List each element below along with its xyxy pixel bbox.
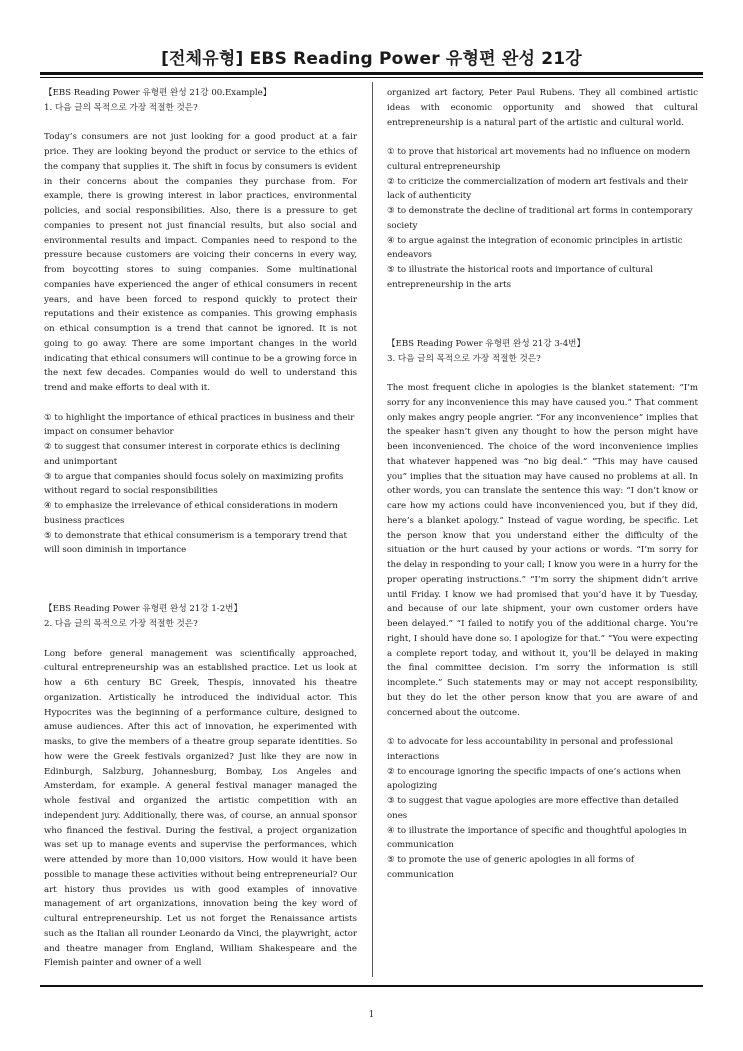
answer-choice[interactable]: ⑤ to illustrate the historical roots and importance of cultural entrepreneurship in the arts bbox=[387, 265, 653, 290]
question-source: 【EBS Reading Power 유형편 완성 21강 00.Example】 bbox=[44, 88, 272, 98]
answer-choice[interactable]: ① to advocate for less accountability in personal and professional interactions bbox=[387, 737, 674, 762]
question-passage: Long before general management was scientifically approached, cultural entrepreneurship was an established practice. Let us look at how a 6th century BC Greek, Thespis, innovated his theatre organization. Artistically he introduced the individual actor. This Hypocrites was the beginning of a performance culture, designed to amuse audiences. After this act of innovation, he experimented with masks, to give the members of a theatre group separate identities. So how were the Greek festivals organized? Just like they are now in Edinburgh, Salzburg, Johannesburg, Bombay, Los Angeles and Amsterdam, for example. A general festival manager managed the whole festival and organized the artistic competition with an independent jury. Additionally, there was, of course, an annual sponsor who financed the festival. During the festival, a project organization was set up to manage events and supervise the performances, which were attended by more than 10,000 visitors. How would it have been possible to manage these activities without being entrepreneurial? Our art history thus provides us with good examples of innovative management of art organizations, innovation being the key word of cultural entrepreneurship. Let us not forget the Renaissance artists such as the Italian all rounder Leonardo da Vinci, the playwright, actor and theatre manager from England, William Shakespeare and the Flemish painter and owner of a well bbox=[44, 648, 357, 969]
right-column bbox=[387, 86, 698, 883]
header-rule bbox=[40, 72, 703, 75]
footer-rule bbox=[40, 985, 703, 987]
column-divider bbox=[372, 82, 373, 977]
question-prompt: 1. 다음 글의 목적으로 가장 적절한 것은? bbox=[44, 102, 198, 113]
answer-choices bbox=[387, 735, 698, 883]
answer-choice[interactable]: ④ to argue against the integration of economic principles in artistic endeavors bbox=[387, 235, 683, 261]
answer-choice[interactable]: ⑤ to promote the use of generic apologies in all forms of communication bbox=[387, 855, 635, 880]
answer-choices bbox=[387, 145, 698, 293]
page-title: [전체유형] EBS Reading Power 유형편 완성 21강 bbox=[161, 49, 582, 69]
answer-choice[interactable]: ② to encourage ignoring the specific impacts of one’s actions when apologizing bbox=[387, 766, 681, 792]
question-prompt: 2. 다음 글의 목적으로 가장 적절한 것은? bbox=[44, 619, 198, 629]
question-2 bbox=[44, 602, 357, 971]
answer-choice[interactable]: ③ to argue that companies should focus solely on maximizing profits without regard to social responsibilities bbox=[44, 471, 344, 497]
left-column bbox=[44, 86, 357, 971]
question-passage: The most frequent cliche in apologies is the blanket statement: “I’m sorry for any inconvenience this may have caused you.” That comment only makes angry people angrier. “For any inconvenience” implies that the speaker hasn’t given any thought to how the person might have been inconvenienced. The choice of the word inconvenience implies that whatever happened was “no big deal.” “This may have caused you” implies that the situation may have caused no problems at all. In other words, you can translate the sentence this way: “I don’t know or care how my actions could have inconvenienced you, but if they did, here’s a blanket apology.” Instead of vague wording, be specific. Let the person know that you understand either the difficulty of the situation or the hurt caused by your actions or words. “I’m sorry for the delay in responding to your call; I know you were in a hurry for the proper operating instructions.” “I’m sorry the shipment didn’t arrive until Friday. I know we had promised that you’d have it by Tuesday, and because of our late shipment, your own customer orders have been delayed.” “I failed to notify you of the additional charge. You’re right, I should have done so. I apologize for that.” “You were expecting a complete report today, and without it, you’ll be delayed in making the final committee decision. I’m sorry the information is still incomplete.” Such statements may or may not accept responsibility, but they do let the other person know that you are aware of and concerned about the outcome. bbox=[387, 383, 698, 718]
header-rule-thin bbox=[40, 77, 703, 78]
answer-choice[interactable]: ② to criticize the commercialization of modern art festivals and their lack of authenticity bbox=[387, 176, 688, 202]
question-passage: Today’s consumers are not just looking for a good product at a fair price. They are looking beyond the product or service to the ethics of the company that supplies it. The shift in focus by consumers is evident in their concerns about the companies they purchase from. For example, there is growing interest in labor practices, environmental policies, and social responsibilities. Also, there is a pressure to get companies to present not just financial results, but also social and environmental results and impact. Companies need to respond to the pressure because customers are voicing their concerns in every way, from boycotting stores to suing companies. Some multinational companies have experienced the anger of ethical consumers in recent years, and have been forced to respond quickly to protect their reputations and their existence as companies. This growing emphasis on ethical consumption is a trend that cannot be ignored. It is not going to go away. There are some important changes in the world indicating that ethical consumers will continue to be a growing force in the next few decades. Companies would do well to understand this trend and make efforts to deal with it. bbox=[44, 132, 357, 393]
question-3 bbox=[387, 337, 698, 883]
answer-choice[interactable]: ③ to demonstrate the decline of traditional art forms in contemporary society bbox=[387, 206, 693, 231]
answer-choice[interactable]: ④ to emphasize the irrelevance of ethical considerations in modern business practices bbox=[44, 501, 338, 526]
question-2-continued bbox=[387, 86, 698, 293]
question-1 bbox=[44, 86, 357, 558]
answer-choice[interactable]: ① to highlight the importance of ethical practices in business and their impact on consumer behavior bbox=[44, 412, 355, 438]
answer-choice[interactable]: ③ to suggest that vague apologies are more effective than detailed ones bbox=[387, 796, 679, 821]
question-passage-continued: organized art factory, Peter Paul Rubens. They all combined artistic ideas with economic opportunity and showed that cultural entrepreneurship is a natural part of the artistic and cultural world. bbox=[387, 88, 698, 128]
answer-choice[interactable]: ⑤ to demonstrate that ethical consumerism is a temporary trend that will soon diminish in importance bbox=[44, 530, 348, 556]
page-number: 1 bbox=[368, 1010, 375, 1020]
answer-choices bbox=[44, 411, 357, 559]
question-source: 【EBS Reading Power 유형편 완성 21강 3-4번】 bbox=[387, 338, 586, 349]
question-prompt: 3. 다음 글의 목적으로 가장 적절한 것은? bbox=[387, 353, 541, 364]
answer-choice[interactable]: ② to suggest that consumer interest in corporate ethics is declining and unimportant bbox=[44, 442, 341, 467]
answer-choice[interactable]: ④ to illustrate the importance of specific and thoughtful apologies in communication bbox=[387, 825, 687, 851]
answer-choice[interactable]: ① to prove that historical art movements had no influence on modern cultural entrepreneurship bbox=[387, 147, 691, 172]
question-source: 【EBS Reading Power 유형편 완성 21강 1-2번】 bbox=[44, 604, 243, 615]
